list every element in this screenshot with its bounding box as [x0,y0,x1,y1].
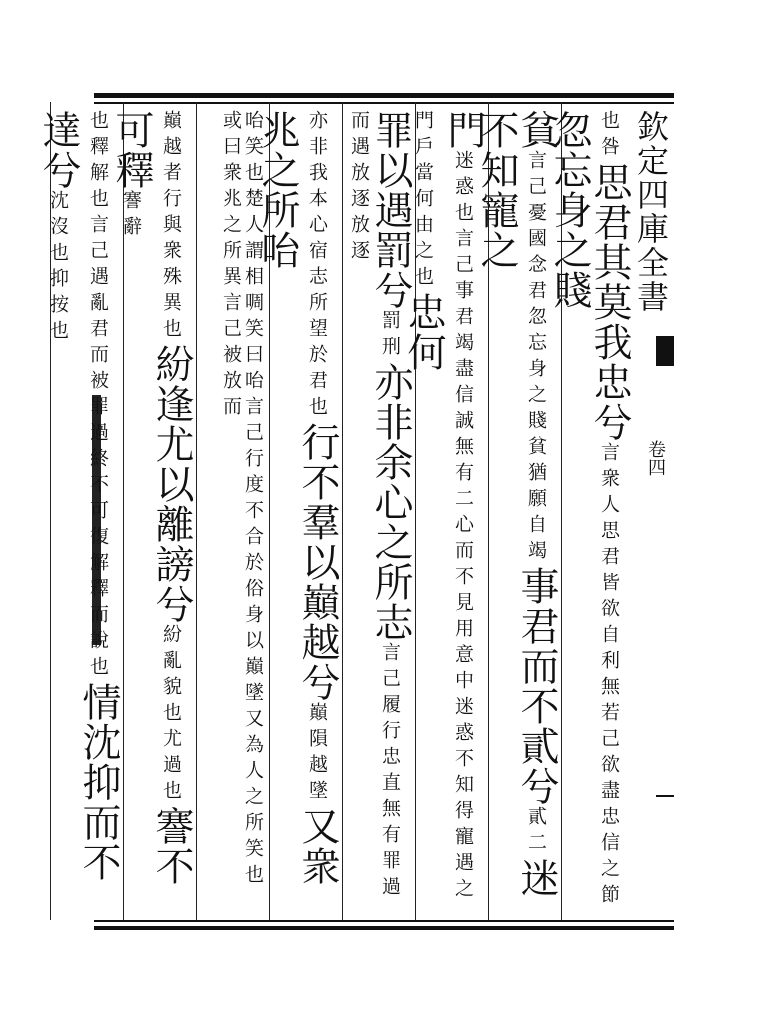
commentary-text: 亦非我本心宿志所望於君也 [306,110,328,422]
main-text: 又衆兆之所咍 [255,110,340,886]
main-text: 亦非余心之所志 [368,362,413,642]
main-text: 迷不知寵之 [474,110,559,898]
page-border-top-inner [94,102,674,104]
main-text: 貧 [514,110,559,150]
main-text: 忽忘身之賤 [547,110,592,310]
text-column [36,110,121,910]
main-text: 忠何 [401,292,446,372]
commentary-text: 沈沒也抑按也 [47,190,69,346]
text-column [547,110,632,910]
book-header [634,110,674,314]
commentary-text: 巔隕越墜 [306,702,328,806]
commentary-text: 也釋解也言己遇亂君而被罪過終不可復解釋而說也 [87,110,109,682]
main-text: 行不羣以巔越兮 [295,422,340,702]
commentary-text: 迷惑也言己事君竭盡信誠無有二心而不見用意中迷惑不知得寵遇之門戶當何由之也 [412,110,474,904]
main-text: 門 [441,110,486,150]
commentary-text: 咍笑也楚人謂相啁笑曰咍言己行度不合於俗身以巔墜又為人之所笑也或曰衆兆之所異言己被放而 [220,110,264,890]
commentary-text: 言己履行忠直無有罪過而遇放逐放逐 [348,110,401,902]
page-border-bottom [94,926,674,930]
main-text: 思君其莫我忠兮 [587,162,632,442]
commentary-text: 謇辭 [120,190,142,242]
commentary-text: 巔越者行與衆殊異也 [160,110,182,344]
commentary-text: 言己憂國念君忽忘身之賤貧猶願自竭 [525,150,547,566]
text-column [474,110,559,910]
text-column [401,110,486,910]
column-rule [342,102,343,920]
page-border-top [94,93,674,98]
main-text: 紛逢尤以離謗兮 [149,344,194,624]
column-rule [196,102,197,920]
text-column [109,110,194,910]
main-text: 情沈抑而不達兮 [36,110,121,882]
commentary-text: 言衆人思君皆欲自利無若己欲盡忠信之節 [598,442,620,910]
text-column [255,110,340,910]
main-text: 事君而不貳兮 [514,566,559,806]
fishtail-mark [656,336,674,366]
commentary-text: 貳二 [525,806,547,858]
commentary-text: 紛亂貌也尤過也 [160,624,182,806]
commentary-text: 也咎 [598,110,620,162]
text-column [346,110,413,910]
fishtail-line [656,795,674,797]
page-border-bottom-inner [94,920,674,922]
main-text: 謇不可釋 [109,110,194,886]
main-text: 罪以遇罰兮 [368,110,413,310]
book-title: 欽定四庫全書 [632,110,670,314]
text-column [200,110,264,910]
commentary-text: 罰刑 [379,310,401,362]
volume-label: 卷四 [645,440,666,476]
